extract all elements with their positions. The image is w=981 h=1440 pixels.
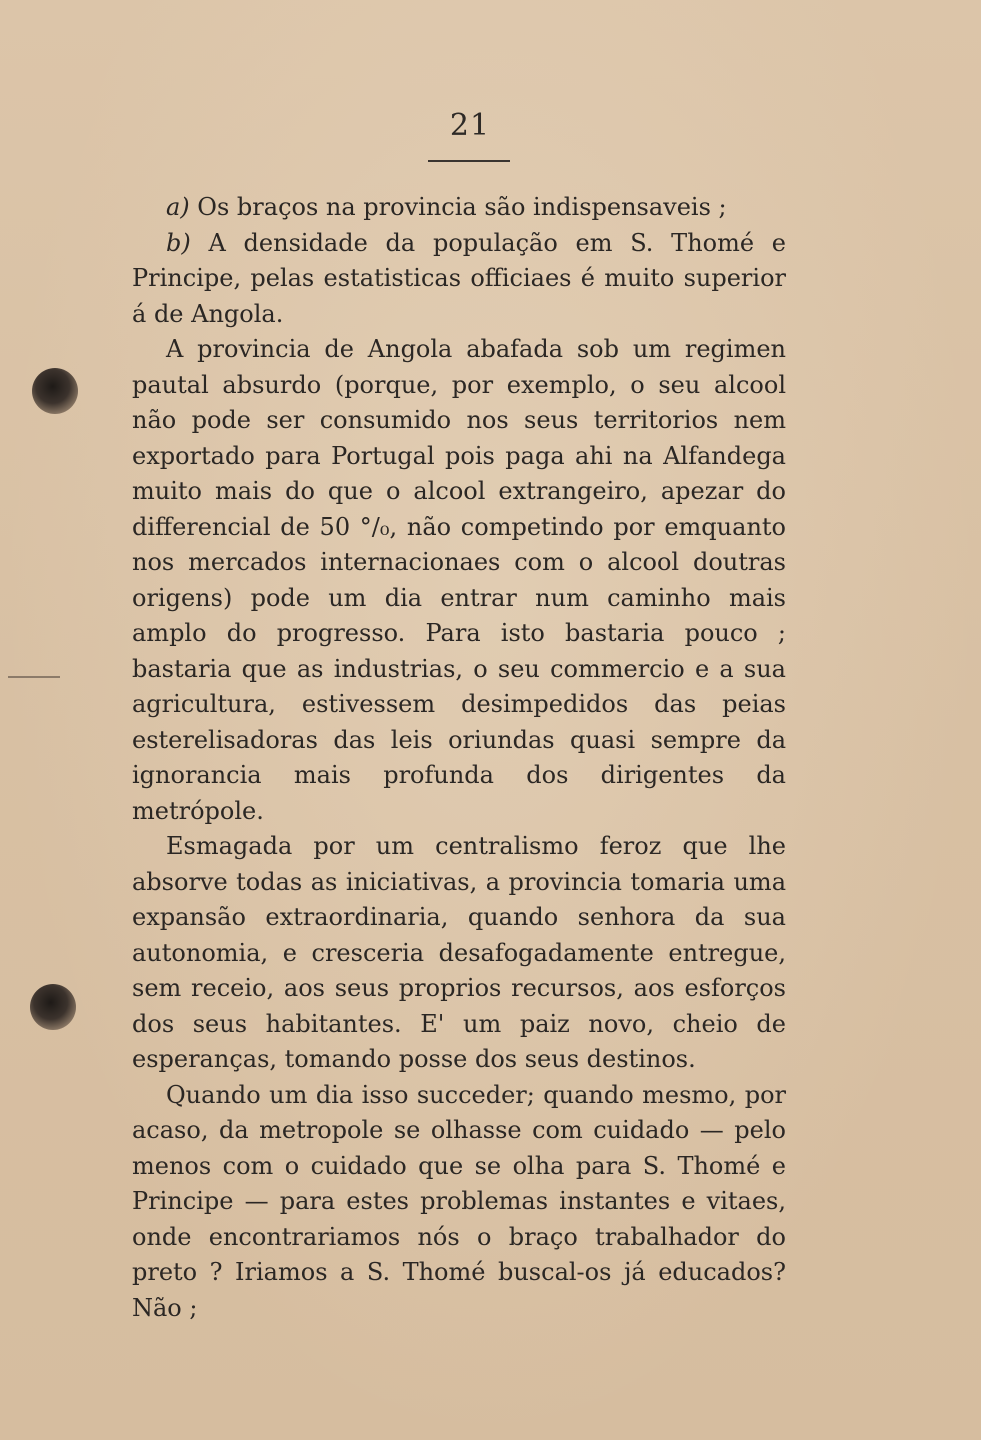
paragraph-succeder: Quando um dia isso succeder; quando mesmo, por acaso, da metropole se olhasse com cuidado — pelo menos com o cuidado que se olha para S. Thomé e Principe — para estes problemas instantes e vitaes, onde encontrariamos nós o braço trabalhador do preto ? Iriamos a S. Thomé buscal-os já educados? Não ;: [132, 1080, 786, 1322]
paragraph-angola: A provincia de Angola abafada sob um regimen pautal absurdo (porque, por exemplo, o seu alcool não pode ser consumido nos seus territorios nem exportado para Portugal pois paga ahi na Alfandega muito mais do que o alcool extrangeiro, apezar do differencial de 50 °/₀, não competindo por emquanto nos mercados internacionaes com o alcool doutras origens) pode um dia entrar num caminho mais amplo do progresso. Para isto bastaria pouco ; bastaria que as industrias, o seu commercio e a sua agricultura, estivessem desimpedidos das peias esterelisadoras das leis oriundas quasi sempre da ignorancia mais profunda dos dirigentes da metrópole.: [132, 335, 786, 825]
item-a: [132, 190, 786, 226]
header-rule: [428, 160, 510, 162]
binding-hole-bottom: [30, 984, 76, 1030]
item-a-label: a): [166, 193, 190, 221]
body-text: [132, 190, 786, 1326]
binding-hole-top: [32, 368, 78, 414]
item-b-text: A densidade da população em S. Thomé e Principe, pelas estatisticas officiaes é muito superior á de Angola.: [132, 228, 786, 328]
page-number: 21: [449, 108, 491, 143]
margin-mark: [8, 676, 60, 678]
item-b: [132, 226, 786, 333]
item-a-text: Os braços na provincia são indispensaveis ;: [189, 193, 727, 221]
item-b-label: b): [166, 228, 191, 257]
paragraph-centralismo: Esmagada por um centralismo feroz que lhe absorve todas as iniciativas, a provincia tomaria uma expansão extraordinaria, quando senhora da sua autonomia, e cresceria desafogadamente entregue, sem receio, aos seus proprios recursos, aos esforços dos seus habitantes. E' um paiz novo, cheio de esperanças, tomando posse dos seus destinos.: [132, 832, 786, 1073]
